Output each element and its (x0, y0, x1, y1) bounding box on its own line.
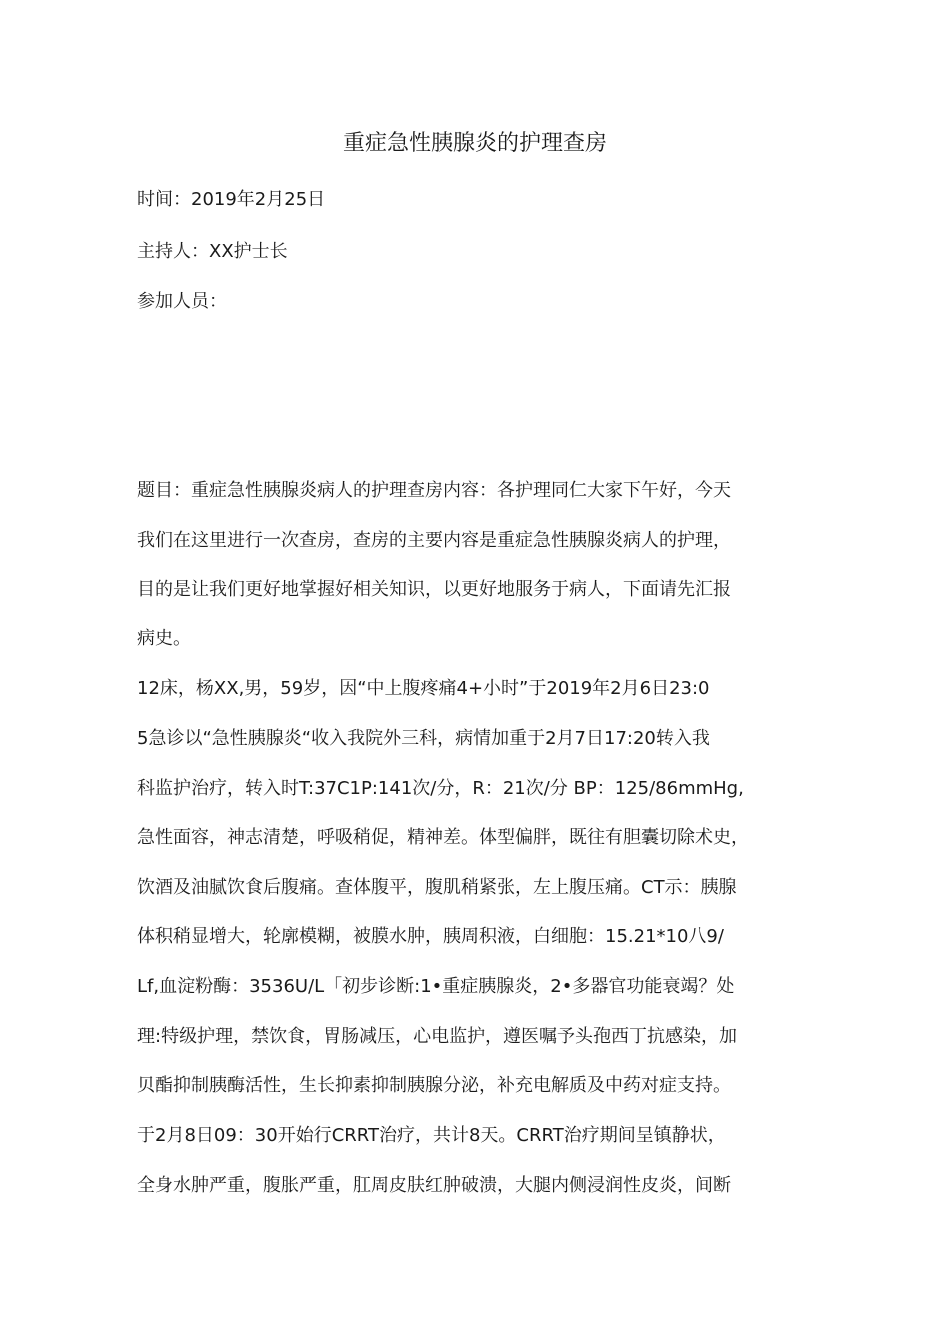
history-line: Lf,血淀粉酶：3536U/L「初步诊断:1•重症胰腺炎，2•多器官功能衰竭？处 (137, 976, 735, 997)
intro-line: 我们在这里进行一次查房，查房的主要内容是重症急性胰腺炎病人的护理， (137, 530, 731, 551)
history-line: 5急诊以“急性胰腺炎“收入我院外三科，病情加重于2月7日17:20转入我 (137, 728, 710, 749)
history-line: 饮酒及油腻饮食后腹痛。查体腹平，腹肌稍紧张，左上腹压痛。CT示：胰腺 (137, 877, 737, 898)
intro-line: 病史。 (137, 628, 191, 649)
history-line: 全身水肿严重，腹胀严重，肛周皮肤红肿破溃，大腿内侧浸润性皮炎，间断 (137, 1175, 731, 1196)
meeting-host: 主持人：XX护士长 (137, 241, 288, 262)
intro-line: 题目：重症急性胰腺炎病人的护理查房内容：各护理同仁大家下午好，今天 (137, 480, 731, 501)
meeting-participants: 参加人员： (137, 291, 227, 312)
history-line: 于2月8日09：30开始行CRRT治疗，共计8天。CRRT治疗期间呈镇静状， (137, 1125, 726, 1146)
history-line: 理:特级护理，禁饮食，胃肠减压，心电监护，遵医嘱予头孢西丁抗感染，加 (137, 1026, 738, 1047)
history-line: 体积稍显增大，轮廓模糊，被膜水肿，胰周积液，白细胞：15.21*10八9/ (137, 926, 724, 947)
intro-line: 目的是让我们更好地掌握好相关知识，以更好地服务于病人，下面请先汇报 (137, 579, 731, 600)
history-line: 贝酯抑制胰酶活性，生长抑素抑制胰腺分泌，补充电解质及中药对症支持。 (137, 1075, 731, 1096)
history-line: 12床，杨XX,男，59岁，因“中上腹疼痛4+小时”于2019年2月6日23:0 (137, 678, 710, 699)
meeting-time: 时间：2019年2月25日 (137, 189, 326, 210)
history-line: 急性面容，神志清楚，呼吸稍促，精神差。体型偏胖，既往有胆囊切除术史， (137, 827, 749, 848)
history-line: 科监护治疗，转入时T:37C1P:141次/分，R：21次/分 BP：125/86mmHg, (137, 778, 744, 799)
document-title: 重症急性胰腺炎的护理查房 (342, 131, 607, 156)
